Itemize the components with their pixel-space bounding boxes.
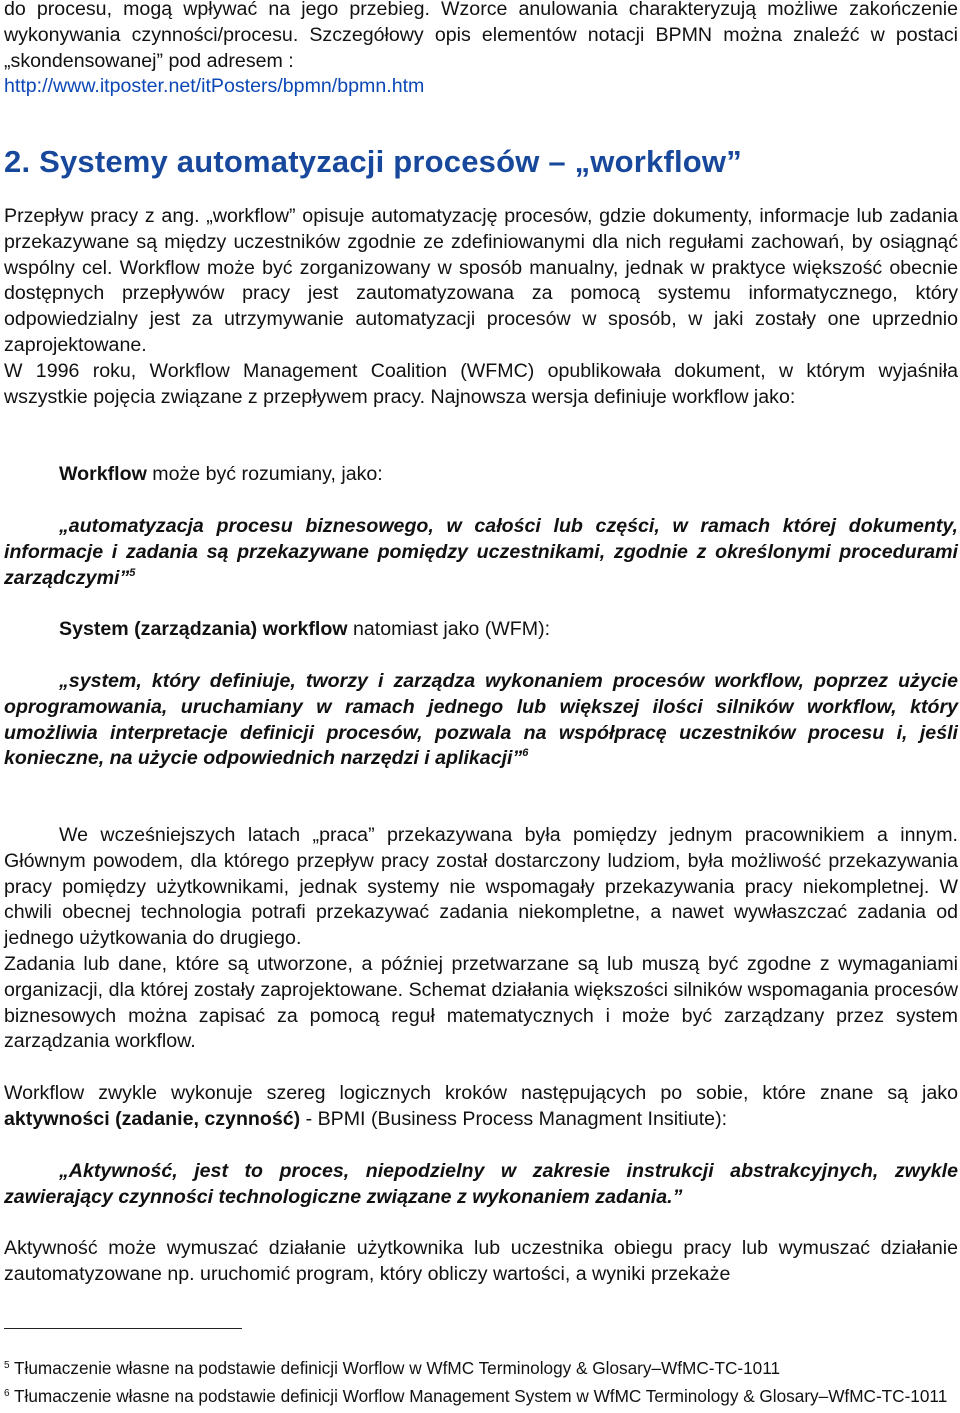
- term-activities: aktywności (zadanie, czynność): [4, 1107, 301, 1130]
- bpmn-poster-link[interactable]: http://www.itposter.net/itPosters/bpmn/bpmn.htm: [4, 75, 425, 98]
- quote-text: „Aktywność, jest to proces, niepodzielny w zakresie instrukcji abstrakcyjnych, zwykle zawierający czynności technologiczne związane z wykonaniem zadania.”: [4, 1160, 958, 1208]
- term-workflow: Workflow: [59, 463, 147, 485]
- paragraph-activity-effects: [4, 1236, 958, 1288]
- paragraph-text: Przepływ pracy z ang. „workflow” opisuje automatyzację procesów, gdzie dokumenty, informacje lub zadania przekazywane są między uczestników zgodnie ze zdefiniowanymi dla nich regułami zachowań, by osiągnąć wspólny cel. Workflow może być zorganizowany w sposób manualny, jednak w praktyce większość obecnie dostępnych przepływów pracy jest zautomatyzowana za pomocą systemu informatycznego, który odpowiedzialny jest za utrzymywanie automatyzacji procesów w sposób, w jaki zostały one uprzednio zaprojektowane.: [4, 205, 958, 356]
- quote-workflow-definition: [4, 514, 958, 591]
- intro-text: do procesu, mogą wpływać na jego przebieg. Wzorce anulowania charakteryzują możliwe zakończenie wykonywania czynności/procesu. Szczegółowy opis elementów notacji BPMN można znaleźć w postaci „skondensowanej” pod adresem :: [4, 0, 958, 72]
- quote-text: „system, który definiuje, tworzy i zarządza wykonaniem procesów workflow, poprzez użycie oprogramowania, uruchamiany w ramach jednego lub większej ilości silników workflow, który umożliwia interpretacje definicji procesów, pozwala na współpracę uczestników procesu i, jeśli konieczne, na użycie odpowiednich narzędzi i aplikacji”: [4, 670, 958, 770]
- footnote-text: Tłumaczenie własne na podstawie definicji Worflow w WfMC Terminology & Glosary–WfMC-TC-1011: [14, 1358, 781, 1379]
- quote-wfm-definition: [4, 669, 958, 772]
- paragraph-text: We wcześniejszych latach „praca” przekazywana była pomiędzy jednym pracownikiem a innym. Głównym powodem, dla którego przepływ pracy został dostarczony ludziom, była możliwość przekazywania pracy pomiędzy użytkownikami, jednak systemy nie wspomagały przekazywania pracy niekompletnej. W chwili obecnej technologia potrafi przekazywać zadania niekompletne, a nawet wywłaszczać zadania od jednego użytkowania do drugiego.: [4, 824, 958, 950]
- footnote-mark: 5: [4, 1360, 10, 1372]
- paragraph-text: Aktywność może wymuszać działanie użytkownika lub uczestnika obiegu pracy lub wymuszać działanie zautomatyzowane np. uruchomić program, który obliczy wartości, a wyniki przekaże: [4, 1237, 958, 1285]
- paragraph-text: W 1996 roku, Workflow Management Coalition (WFMC) opublikowała dokument, w którym wyjaśniła wszystkie pojęcia związane z przepływem pracy. Najnowsza wersja definiuje workflow jako:: [4, 360, 958, 408]
- quote-text: „automatyzacja procesu biznesowego, w całości lub części, w ramach której dokumenty, informacje i zadania są przekazywane pomiędzy uczestnikami, zgodnie z określonymi procedurami zarządczymi”: [4, 515, 958, 589]
- footnote-ref-5[interactable]: 5: [129, 566, 136, 579]
- paragraph-history: [4, 823, 958, 952]
- footnote-mark: 6: [4, 1388, 10, 1400]
- paragraph-text-before: Workflow zwykle wykonuje szereg logicznych kroków następujących po sobie, które znane są jako: [4, 1082, 958, 1104]
- paragraph-text-after: - BPMI (Business Process Managment Insitiute):: [300, 1107, 728, 1130]
- footnote-6: [4, 1385, 958, 1408]
- footnote-text: Tłumaczenie własne na podstawie definicji Worflow Management System w WfMC Terminology & Glosary–WfMC-TC-1011: [14, 1386, 948, 1407]
- footnote-5: [4, 1357, 958, 1380]
- definition-intro-rest: może być rozumiany, jako:: [146, 463, 383, 485]
- term-wfm-system: System (zarządzania) workflow: [59, 618, 348, 640]
- footnote-separator: [4, 1328, 242, 1329]
- paragraph-wfmc: [4, 359, 958, 411]
- intro-paragraph: [4, 0, 958, 100]
- paragraph-requirements: [4, 952, 958, 1055]
- definition-intro-rest: natomiast jako (WFM):: [347, 618, 551, 640]
- quote-activity-definition: [4, 1159, 958, 1211]
- definition-workflow-intro: [4, 462, 958, 488]
- paragraph-workflow-definition: [4, 204, 958, 359]
- footnote-ref-6[interactable]: 6: [522, 747, 529, 760]
- paragraph-activities: [4, 1081, 958, 1133]
- section-heading: 2. Systemy automatyzacji procesów – „workflow”: [4, 144, 742, 179]
- paragraph-text: Zadania lub dane, które są utworzone, a później przetwarzane są lub muszą być zgodne z wymaganiami organizacji, dla której zostały zaprojektowane. Schemat działania większości silników wspomagania procesów biznesowych można zapisać za pomocą reguł matematycznych i może być zarządzany przez system zarządzania workflow.: [4, 953, 958, 1053]
- definition-wfm-intro: [4, 617, 958, 643]
